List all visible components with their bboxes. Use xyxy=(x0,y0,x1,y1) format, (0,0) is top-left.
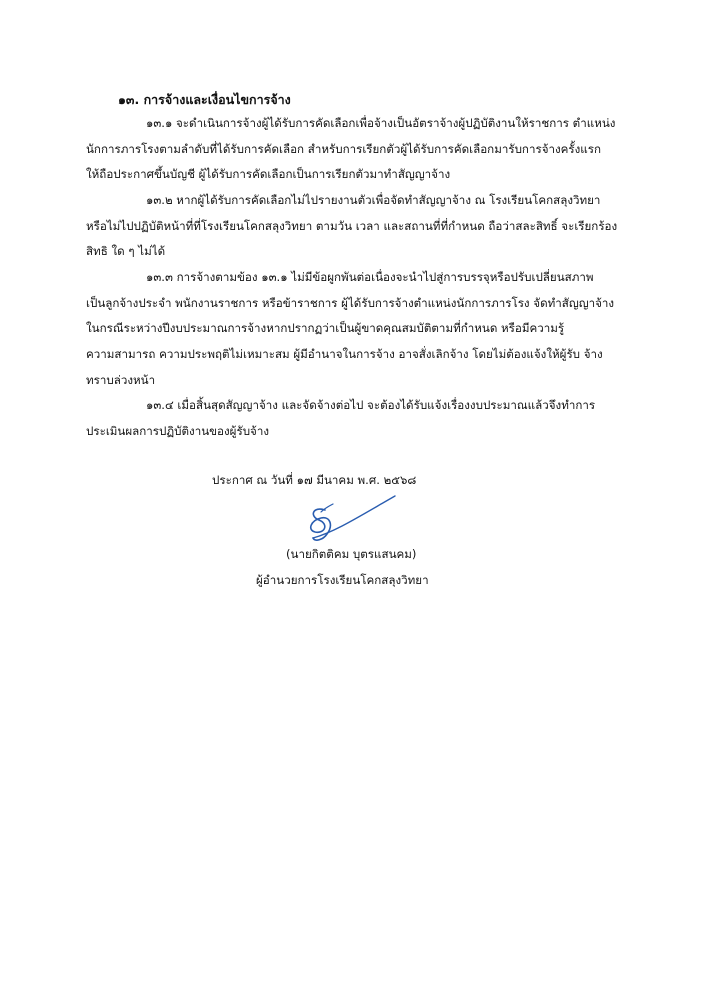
clause-13-4-line-2: ประเมินผลการปฏิบัติงานของผู้รับจ้าง xyxy=(86,424,270,438)
clause-13-1-line-2: นักการภารโรงตามลำดับที่ได้รับการคัดเลือก สำหรับการเรียกตัวผู้ได้รับการคัดเลือกมารับการจ้างครั้งแรก xyxy=(86,142,602,156)
clause-13-3-line-3: ในกรณีระหว่างปีงบประมาณการจ้างหากปรากฏว่าเป็นผู้ขาดคุณสมบัติตามที่กำหนด หรือมีความรู้ xyxy=(86,321,565,335)
clause-13-2-line-1: ๑๓.๒ หากผู้ได้รับการคัดเลือกไม่ไปรายงานตัวเพื่อจัดทำสัญญาจ้าง ณ โรงเรียนโคกสลุงวิทยา xyxy=(146,193,601,207)
signatory-name: (นายกิตติคม บุตรแสนคม) xyxy=(286,547,417,561)
clause-13-3-line-5: ทราบล่วงหน้า xyxy=(86,373,156,387)
signatory-title: ผู้อำนวยการโรงเรียนโคกสลุงวิทยา xyxy=(256,573,429,587)
announcement-date: ประกาศ ณ วันที่ ๑๗ มีนาคม พ.ศ. ๒๕๖๘ xyxy=(212,473,417,487)
handwritten-signature xyxy=(285,482,405,552)
clause-13-3-line-2: เป็นลูกจ้างประจำ พนักงานราชการ หรือข้าราชการ ผู้ได้รับการจ้างตำแหน่งนักการภารโรง จัดทำสัญญาจ้าง xyxy=(86,296,615,310)
section-heading: ๑๓. การจ้างและเงื่อนไขการจ้าง xyxy=(118,92,291,107)
clause-13-2-line-2: หรือไม่ไปปฏิบัติหน้าที่ที่โรงเรียนโคกสลุงวิทยา ตามวัน เวลา และสถานที่ที่กำหนด ถือว่าสละสิทธิ์ จะเรียกร้อง xyxy=(86,219,618,233)
clause-13-3-line-1: ๑๓.๓ การจ้างตามข้อง ๑๓.๑ ไม่มีข้อผูกพันต่อเนื่องจะนำไปสู่การบรรจุหรือปรับเปลี่ยนสภาพ xyxy=(146,270,594,284)
clause-13-4-line-1: ๑๓.๔ เมื่อสิ้นสุดสัญญาจ้าง และจัดจ้างต่อไป จะต้องได้รับแจ้งเรื่องงบประมาณแล้วจึงทำการ xyxy=(146,398,596,412)
clause-13-3-line-4: ความสามารถ ความประพฤติไม่เหมาะสม ผู้มีอำนาจในการจ้าง อาจสั่งเลิกจ้าง โดยไม่ต้องแจ้งให้ผู้รับ จ้าง xyxy=(86,347,603,361)
clause-13-1-line-1: ๑๓.๑ จะดำเนินการจ้างผู้ได้รับการคัดเลือกเพื่อจ้างเป็นอัตราจ้างผู้ปฏิบัติงานให้ราชการ ตำแหน่ง xyxy=(146,116,616,130)
clause-13-2-line-3: สิทธิ ใด ๆ ไม่ได้ xyxy=(86,244,166,258)
clause-13-1-line-3: ให้ถือประกาศขึ้นบัญชี ผู้ได้รับการคัดเลือกเป็นการเรียกตัวมาทำสัญญาจ้าง xyxy=(86,167,451,181)
